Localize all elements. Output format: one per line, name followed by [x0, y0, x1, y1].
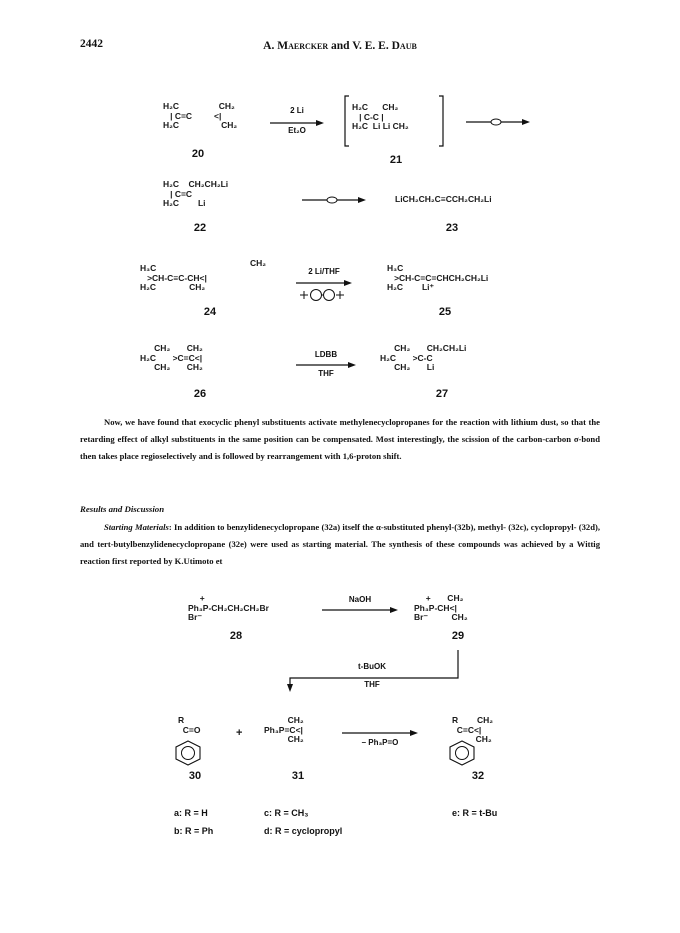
compound-26: CH₂ CH₂ H₂C >C=C<| CH₂ CH₂: [140, 343, 203, 373]
reaction-arrow-4: [296, 280, 352, 304]
compound-25: H₃C >CH-C=C=CHCH₂CH₂Li H₂C Li⁺: [387, 263, 489, 293]
compound-27: CH₂ CH₂CH₂Li H₂C >C-C CH₂ Li: [380, 343, 467, 373]
benzene-ring-30: [174, 740, 202, 764]
reagent-20-bottom: Et₂O: [288, 126, 306, 135]
compound-number-31: 31: [291, 770, 305, 782]
compound-20-left: H₂C | C=C H₂C: [163, 101, 193, 131]
compound-number-25: 25: [438, 306, 452, 318]
reagent-24-top: 2 Li/THF: [308, 267, 340, 276]
compound-number-27: 27: [435, 388, 449, 400]
substituent-e: e: R = t-Bu: [452, 808, 498, 818]
compound-20-right: CH₂ <| CH₂: [214, 101, 238, 131]
compound-number-24: 24: [203, 306, 217, 318]
reaction-arrow-3: [302, 196, 366, 204]
compound-22: H₂C CH₂CH₂Li | C=C H₂C Li: [163, 179, 229, 209]
compound-32: R CH₂ C=C<| CH₂: [452, 715, 494, 745]
compound-28: + Ph₃P-CH₂CH₂CH₂Br Br⁻: [188, 593, 269, 623]
reagent-26-top: LDBB: [314, 350, 338, 359]
reagent-29-bottom: THF: [364, 680, 380, 689]
reaction-arrow-5: [296, 362, 356, 368]
reagent-26-bottom: THF: [318, 369, 334, 378]
page-number: 2442: [80, 38, 103, 50]
reagent-20-top: 2 Li: [290, 106, 304, 115]
section-heading: Results and Discussion: [80, 504, 165, 514]
compound-29: + CH₂ Ph₃P-CH<| Br⁻ CH₂: [414, 593, 468, 623]
running-header: A. Maercker and V. E. E. Daub: [263, 38, 417, 52]
compound-23: LiCH₂CH₂C≡CCH₂CH₂Li: [395, 194, 492, 204]
substituent-d: d: R = cyclopropyl: [264, 826, 343, 836]
compound-24: H₃C >CH-C≡C-CH<| H₂C CH₂: [140, 263, 207, 293]
subheading: Starting Materials: [104, 522, 169, 532]
reagent-31: – Ph₃P=O: [361, 738, 399, 747]
substituent-c: c: R = CH₃: [264, 808, 309, 818]
compound-31: CH₂ Ph₃P=C<| CH₂: [264, 715, 304, 745]
reagent-28: NaOH: [348, 595, 372, 604]
reagent-29-top: t-BuOK: [358, 662, 386, 671]
substituent-b: b: R = Ph: [174, 826, 214, 836]
compound-number-29: 29: [451, 630, 465, 642]
benzene-ring-32: [448, 740, 476, 764]
plus-sign: +: [236, 727, 243, 739]
substituent-a: a: R = H: [174, 808, 208, 818]
reaction-arrow-2: [466, 118, 530, 126]
compound-number-21: 21: [389, 154, 403, 166]
compound-30: R C=O: [178, 715, 201, 735]
paragraph-findings: Now, we have found that exocyclic phenyl substituents activate methylenecyclopropanes for the reaction with lithium dust, so that the retarding effect of alkyl substituents in the same position can be compensated. Most interestingly, the scission of the carbon-carbon σ-bond then takes place regioselectively and is followed by rearrangement with 1,6-proton shift.: [80, 417, 600, 461]
compound-number-20: 20: [191, 148, 205, 160]
reaction-arrow-6: [322, 607, 398, 613]
compound-number-32: 32: [471, 770, 485, 782]
compound-number-28: 28: [229, 630, 243, 642]
paragraph-starting-materials: Starting Materials: In addition to benzylidenecyclopropane (32a) itself the α-substituted phenyl-(32b), methyl- (32c), cyclopropyl- (32d), and tert-butylbenzylidenecyclopropane (32e) were used as starting material. The synthesis of these compounds was achieved by a Wittig reaction first reported by K.Utimoto et: [80, 522, 601, 566]
reaction-arrow-8: [342, 730, 418, 736]
compound-number-30: 30: [188, 770, 202, 782]
compound-24-ch2: CH₂: [250, 258, 267, 268]
compound-21: H₂C CH₂ | C-C | H₂C Li Li CH₂: [352, 102, 409, 132]
compound-number-26: 26: [193, 388, 207, 400]
compound-number-23: 23: [445, 222, 459, 234]
compound-number-22: 22: [193, 222, 207, 234]
